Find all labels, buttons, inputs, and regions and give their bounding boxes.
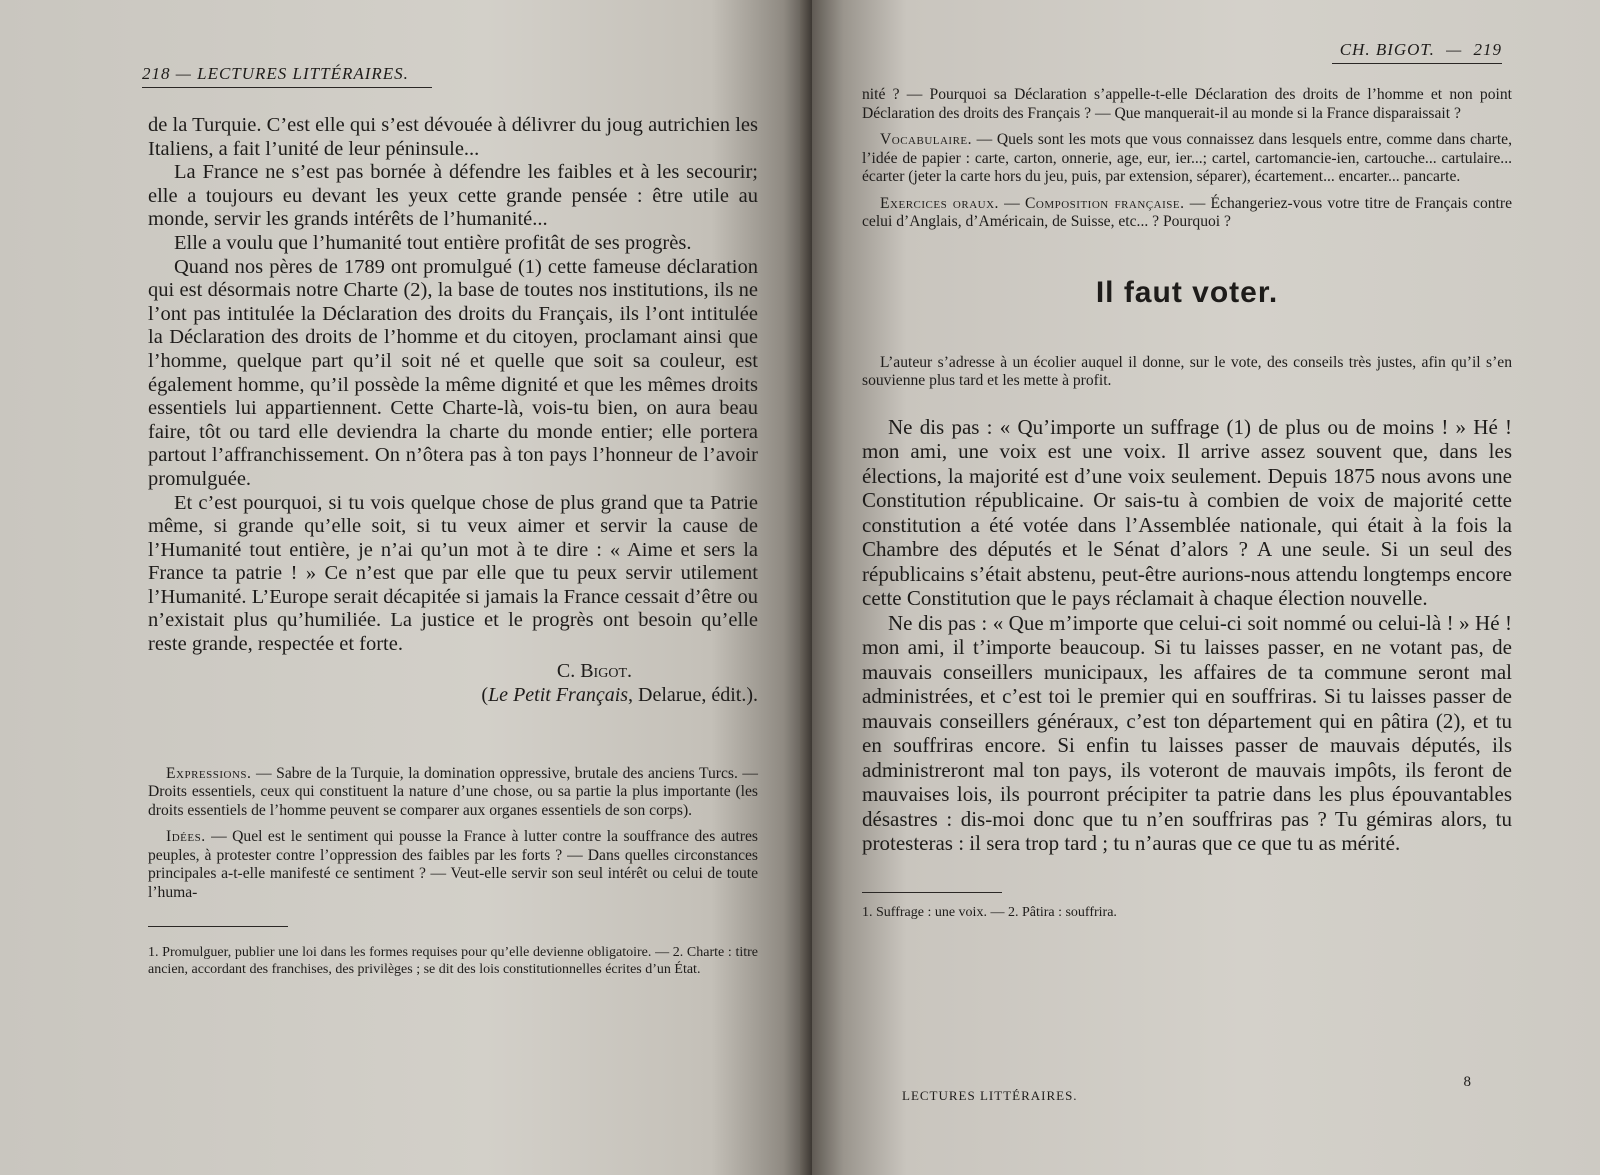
running-head-right (1332, 40, 1502, 64)
exercices-note: Exercices oraux. — Composition française. — Échangeriez-vous votre titre de Français contre celui d’Anglais, d’Américain, de Suisse, etc... ? Pourquoi ? (862, 194, 1512, 230)
right-page (812, 0, 1600, 1175)
paragraph: La France ne s’est pas bornée à défendre les faibles et à les secourir; elle a toujours eu devant les yeux cette grande pensée : être utile au monde, servir les grands intérêts de l’humanité... (148, 161, 758, 231)
signature-number: 8 (1463, 1074, 1472, 1090)
intro-text: L’auteur s’adresse à un écolier auquel il donne, sur le vote, des conseils très justes, afin qu’il s’en souvienne plus tard et les mette à profit. (862, 353, 1512, 389)
questions-continued: nité ? — Pourquoi sa Déclaration s’appelle-t-elle Déclaration des droits de l’homme et non point Déclaration des droits des Français ? — Que manquerait-il au monde si la France disparaissait ? (862, 86, 1512, 122)
footnote-divider (148, 926, 288, 927)
book-title: LECTURES LITTÉRAIRES. (197, 64, 409, 83)
header-separator: — (175, 64, 192, 83)
chapter-title: Il faut voter. (1095, 275, 1279, 309)
note-label: Composition française. (1024, 194, 1185, 212)
footnotes (862, 905, 1512, 922)
expressions-note: Expressions. — Sabre de la Turquie, la domination oppressive, brutale des anciens Turcs. — Droits essentiels, ceux qui constituent la nature d’une chose, ou sa partie la plus importante (les droits essentiels de l’homme peuvent se comparer aux organes essentiels de son corps). (148, 764, 758, 819)
source-citation: (Le Petit Français, Delarue, édit.). (481, 683, 758, 706)
paragraph: Elle a voulu que l’humanité tout entière profitât de ses progrès. (174, 231, 692, 254)
page-number: 219 (1473, 40, 1502, 59)
paragraph: Ne dis pas : « Que m’importe que celui-ci soit nommé ou celui-là ! » Hé ! mon ami, il t’importe beaucoup. Si tu laisses passer, en ne votant pas, de mauvais conseillers municipaux, les affaires de ta commune seront mal administrées, et c’est toi le premier qui en souffriras. Si tu laisses passer de mauvais conseillers généraux, c’est ton département qui en pâtira (2), et tu en souffriras encore. Si enfin tu laisses passer de mauvais députés, ils administreront mal ton pays, ils voteront de mauvais impôts, ils feront de mauvaises lois, ils pourront précipiter ta patrie dans les plus épouvantables désastres : dis-moi donc que tu n’en souffriras pas ? Tu gémiras alors, tu protesteras : il sera trop tard ; tu n’auras que ce que tu as mérité. (862, 610, 1512, 855)
paragraph: Et c’est pourquoi, si tu vois quelque chose de plus grand que ta Patrie même, si grande qu’elle soit, si tu veux aimer et servir la cause de l’Humanité tout entière, je n’ai qu’un mot à te dire : « Aime et sers la France ta patrie ! » Ce n’est que par elle que tu peux servir utilement l’Humanité. L’Europe serait décapitée si jamais la France cessait d’être ou n’existait plus qu’humiliée. La justice et le progrès ont besoin qu’elle reste grande, respectée et forte. (148, 491, 758, 656)
running-head-left (142, 64, 432, 88)
author-header: CH. BIGOT. (1339, 40, 1435, 59)
chapter-intro (862, 354, 1512, 391)
idees-note: Idées. — Quel est le sentiment qui pousse la France à lutter contre la souffrance des autres peuples, à protester contre l’oppression des faibles par les forts ? — Dans quelles circonstances principales a-t-elle manifesté ce sentiment ? — Veut-elle servir son seul intérêt ou celui de toute l’huma- (148, 828, 758, 901)
right-page-content (862, 40, 1512, 921)
note-label: Vocabulaire. (880, 131, 973, 148)
paragraph: Ne dis pas : « Qu’importe un suffrage (1) de plus ou de moins ! » Hé ! mon ami, une voix est une voix. Il arrive assez souvent que, dans les élections, la majorité est d’une voix seulement. Depuis 1875 nous avons une Constitution républicaine. Or sais-tu à combien de voix de majorité cette constitution a été votée dans l’Assemblée nationale, qui était à la fois la Chambre des députés et le Sénat d’alors ? A une seule. Si un seul des républicains s’était abstenu, peut-être aurions-nous attendu longtemps encore cette Constitution que le pays réclamait à chaque élection nouvelle. (862, 414, 1512, 610)
footnote-text: 1. Suffrage : une voix. — 2. Pâtira : souffrira. (862, 904, 1117, 920)
paragraph: Quand nos pères de 1789 ont promulgué (1) cette fameuse déclaration qui est désormais notre Charte (2), la base de toutes nos institutions, ils ne l’ont pas intitulée la Déclaration des droits du Français, ils l’ont intitulée la Déclaration des droits de l’homme et du citoyen, proclamant ainsi que l’homme, quelque part qu’il soit né et quelle que soit sa couleur, est également homme, qu’il possède la même dignité et que les mêmes droits essentiels lui appartiennent. Cette Charte-là, vois-tu bien, on aura beau faire, tôt ou tard elle deviendra la charte du monde entier; elle portera partout l’affranchissement. On n’ôtera pas à ton pays l’honneur de l’avoir promulguée. (148, 255, 758, 490)
author-name: C. Bigot. (556, 659, 632, 682)
study-notes (862, 86, 1512, 232)
signature (148, 659, 758, 707)
page-number: 218 (142, 64, 171, 83)
study-notes (148, 765, 758, 903)
footnotes (148, 945, 758, 978)
note-label: Idées. (166, 828, 206, 846)
main-text (148, 114, 758, 657)
header-separator: — (1446, 40, 1463, 59)
paragraph: de la Turquie. C’est elle qui s’est dévouée à délivrer du joug autrichien les Italiens, a fait l’unité de leur péninsule... (148, 114, 758, 160)
vocabulaire-note: Vocabulaire. — Quels sont les mots que vous connaissez dans lesquels entre, comme dans charte, l’idée de papier : carte, carton, onnerie, age, eur, ier...; cartel, cartomancie-ien, cartouche... cartulaire... écarter (jeter la carte hors du jeu, puis, par extension, séparer), écartement... encarter... pancarte. (862, 131, 1512, 185)
note-label: Exercices oraux. (880, 194, 999, 212)
signature-line (902, 1074, 1472, 1104)
main-text (862, 415, 1512, 856)
printer-signature: LECTURES LITTÉRAIRES. (902, 1088, 1078, 1103)
note-label: Expressions. (166, 764, 252, 782)
source-title: Le Petit Français (488, 683, 629, 706)
left-page-content (142, 64, 758, 978)
footnote-text: 1. Promulguer, publier une loi dans les formes requises pour qu’elle devienne obligatoire. — 2. Charte : titre ancien, accordant des franchises, des privilèges ; se dit des lois constitutionnelles écrites d’un État. (148, 945, 758, 977)
footnote-divider (862, 892, 1002, 893)
